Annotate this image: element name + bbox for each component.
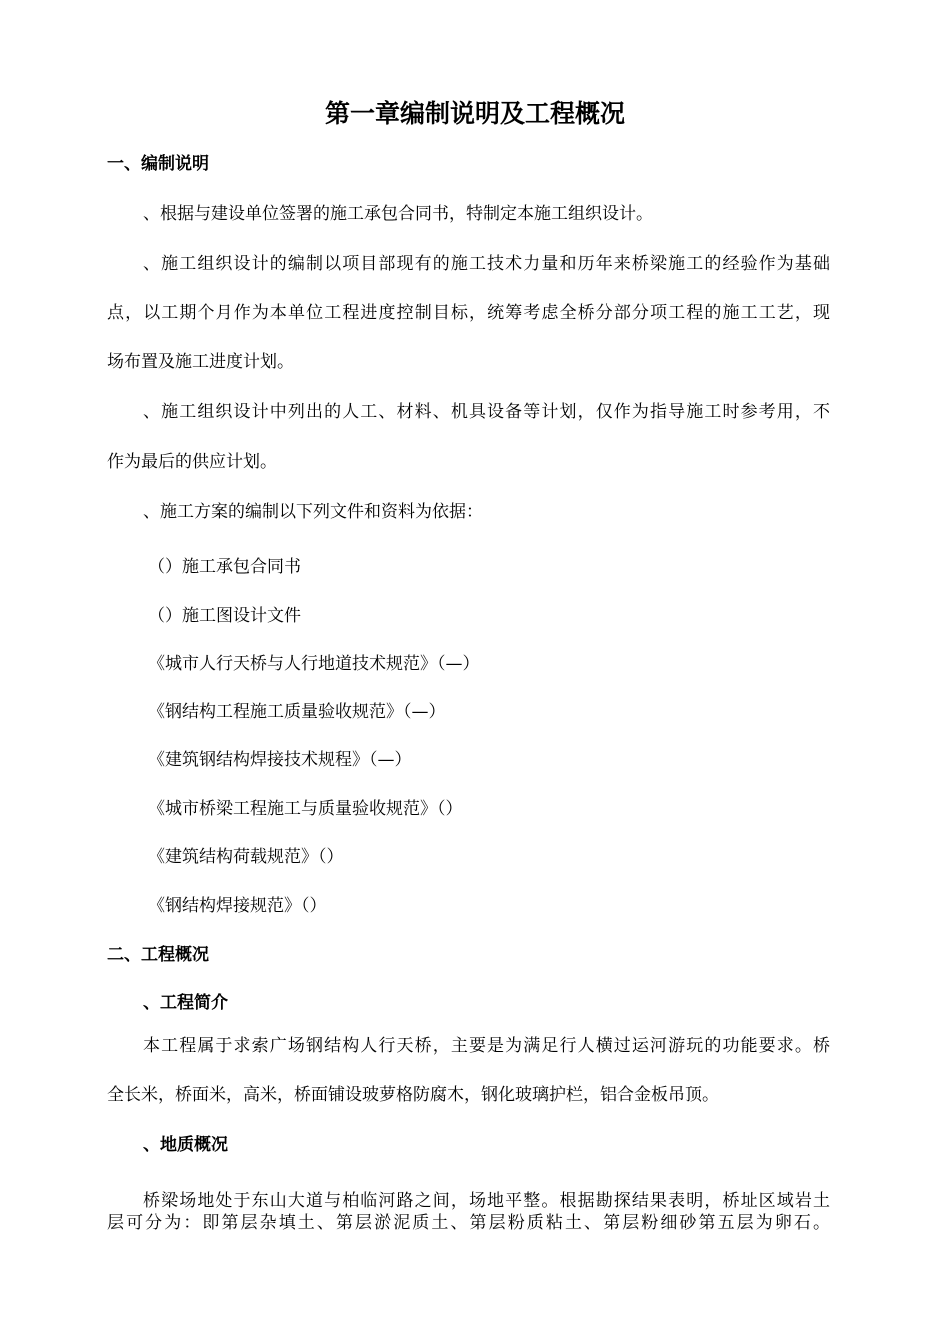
subheading-geology: 、地质概况 [143,1135,228,1155]
subheading-project-intro: 、工程简介 [143,993,228,1013]
reference-item: 《城市桥梁工程施工与质量验收规范》（） [148,799,463,819]
paragraph-2-line-1: 、施工组织设计的编制以项目部现有的施工技术力量和历年来桥梁施工的经验作为基础 [143,254,830,274]
section-heading-overview: 二、工程概况 [107,945,209,965]
reference-item: （）施工图设计文件 [148,606,301,626]
geology-line-2: 层可分为：即第层杂填土、第层淤泥质土、第层粉质粘土、第层粉细砂第五层为卵石。 [107,1213,830,1233]
project-intro-line-2: 全长米，桥面米，高米，桥面铺设玻萝格防腐木，钢化玻璃护栏，铝合金板吊顶。 [107,1085,719,1105]
paragraph-2-line-3: 场布置及施工进度计划。 [107,352,294,372]
paragraph-3-line-2: 作为最后的供应计划。 [107,452,277,472]
geology-line-1: 桥梁场地处于东山大道与柏临河路之间，场地平整。根据勘探结果表明，桥址区域岩土 [143,1191,830,1211]
paragraph-4: 、施工方案的编制以下列文件和资料为依据： [143,502,483,522]
paragraph-1: 、根据与建设单位签署的施工承包合同书，特制定本施工组织设计。 [143,204,653,224]
reference-item: 《钢结构焊接规范》（） [148,896,327,916]
chapter-title: 第一章编制说明及工程概况 [324,99,625,128]
reference-item: 《建筑结构荷载规范》（） [148,847,344,867]
reference-item: 《建筑钢结构焊接技术规程》（—） [148,750,412,770]
paragraph-3-line-1: 、施工组织设计中列出的人工、材料、机具设备等计划，仅作为指导施工时参考用，不 [143,402,830,422]
project-intro-line-1: 本工程属于求索广场钢结构人行天桥，主要是为满足行人横过运河游玩的功能要求。桥 [143,1036,830,1056]
reference-item: （）施工承包合同书 [148,557,301,577]
reference-item: 《城市人行天桥与人行地道技术规范》（—） [148,654,480,674]
paragraph-2-line-2: 点，以工期个月作为本单位工程进度控制目标，统筹考虑全桥分部分项工程的施工工艺，现 [107,303,830,323]
reference-item: 《钢结构工程施工质量验收规范》（—） [148,702,446,722]
section-heading-compilation: 一、编制说明 [107,154,209,174]
